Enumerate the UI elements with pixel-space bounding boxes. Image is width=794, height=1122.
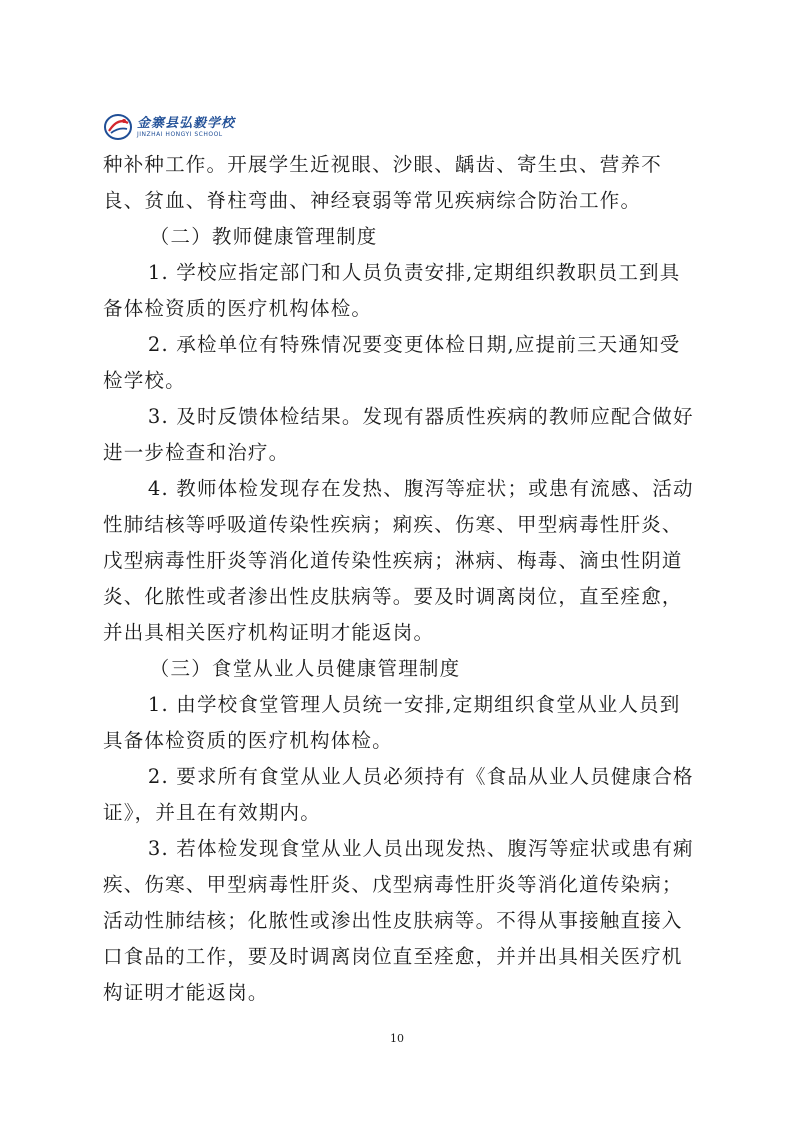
section3-heading: （三）食堂从业人员健康管理制度 xyxy=(149,657,461,680)
section3-item-2: 2. 要求所有食堂从业人员必须持有《食品从业人员健康合格证》，并且在有效期内。 xyxy=(103,765,694,824)
document-body xyxy=(103,147,695,1011)
section3-item-1: 1. 由学校食堂管理人员统一安排,定期组织食堂从业人员到具备体检资质的医疗机构体检。 xyxy=(103,693,681,752)
continuation-paragraph: 种补种工作。开展学生近视眼、沙眼、龋齿、寄生虫、营养不良、贫血、脊柱弯曲、神经衰弱等常见疾病综合防治工作。 xyxy=(103,153,662,212)
school-logo xyxy=(103,112,235,142)
school-name-en: JINZHAI HONGYI SCHOOL xyxy=(137,130,223,138)
section2-item-2: 2. 承检单位有特殊情况要变更体检日期,应提前三天通知受检学校。 xyxy=(103,333,681,392)
section3-item-3: 3. 若体检发现食堂从业人员出现发热、腹泻等症状或患有痢疾、伤寒、甲型病毒性肝炎、戊型病毒性肝炎等消化道传染病；活动性肺结核；化脓性或渗出性皮肤病等。不得从事接触直接入口食品的工作，要及时调离岗位直至痊愈，并并出具相关医疗机构证明才能返岗。 xyxy=(103,837,694,1004)
section2-item-1: 1. 学校应指定部门和人员负责安排,定期组织教职员工到具备体检资质的医疗机构体检。 xyxy=(103,261,681,320)
section2-item-3: 3. 及时反馈体检结果。发现有器质性疾病的教师应配合做好进一步检查和治疗。 xyxy=(103,405,694,464)
page-number: 10 xyxy=(390,1032,404,1045)
school-emblem-icon xyxy=(103,113,133,141)
section2-item-4: 4. 教师体检发现存在发热、腹泻等症状；或患有流感、活动性肺结核等呼吸道传染性疾病；痢疾、伤寒、甲型病毒性肝炎、戊型病毒性肝炎等消化道传染性疾病；淋病、梅毒、滴虫性阴道炎、化脓性或者渗出性皮肤病等。要及时调离岗位，直至痊愈，并出具相关医疗机构证明才能返岗。 xyxy=(103,477,694,644)
section2-heading: （二）教师健康管理制度 xyxy=(149,225,378,248)
school-name-cn: 金寨县弘毅学校 xyxy=(137,115,236,131)
